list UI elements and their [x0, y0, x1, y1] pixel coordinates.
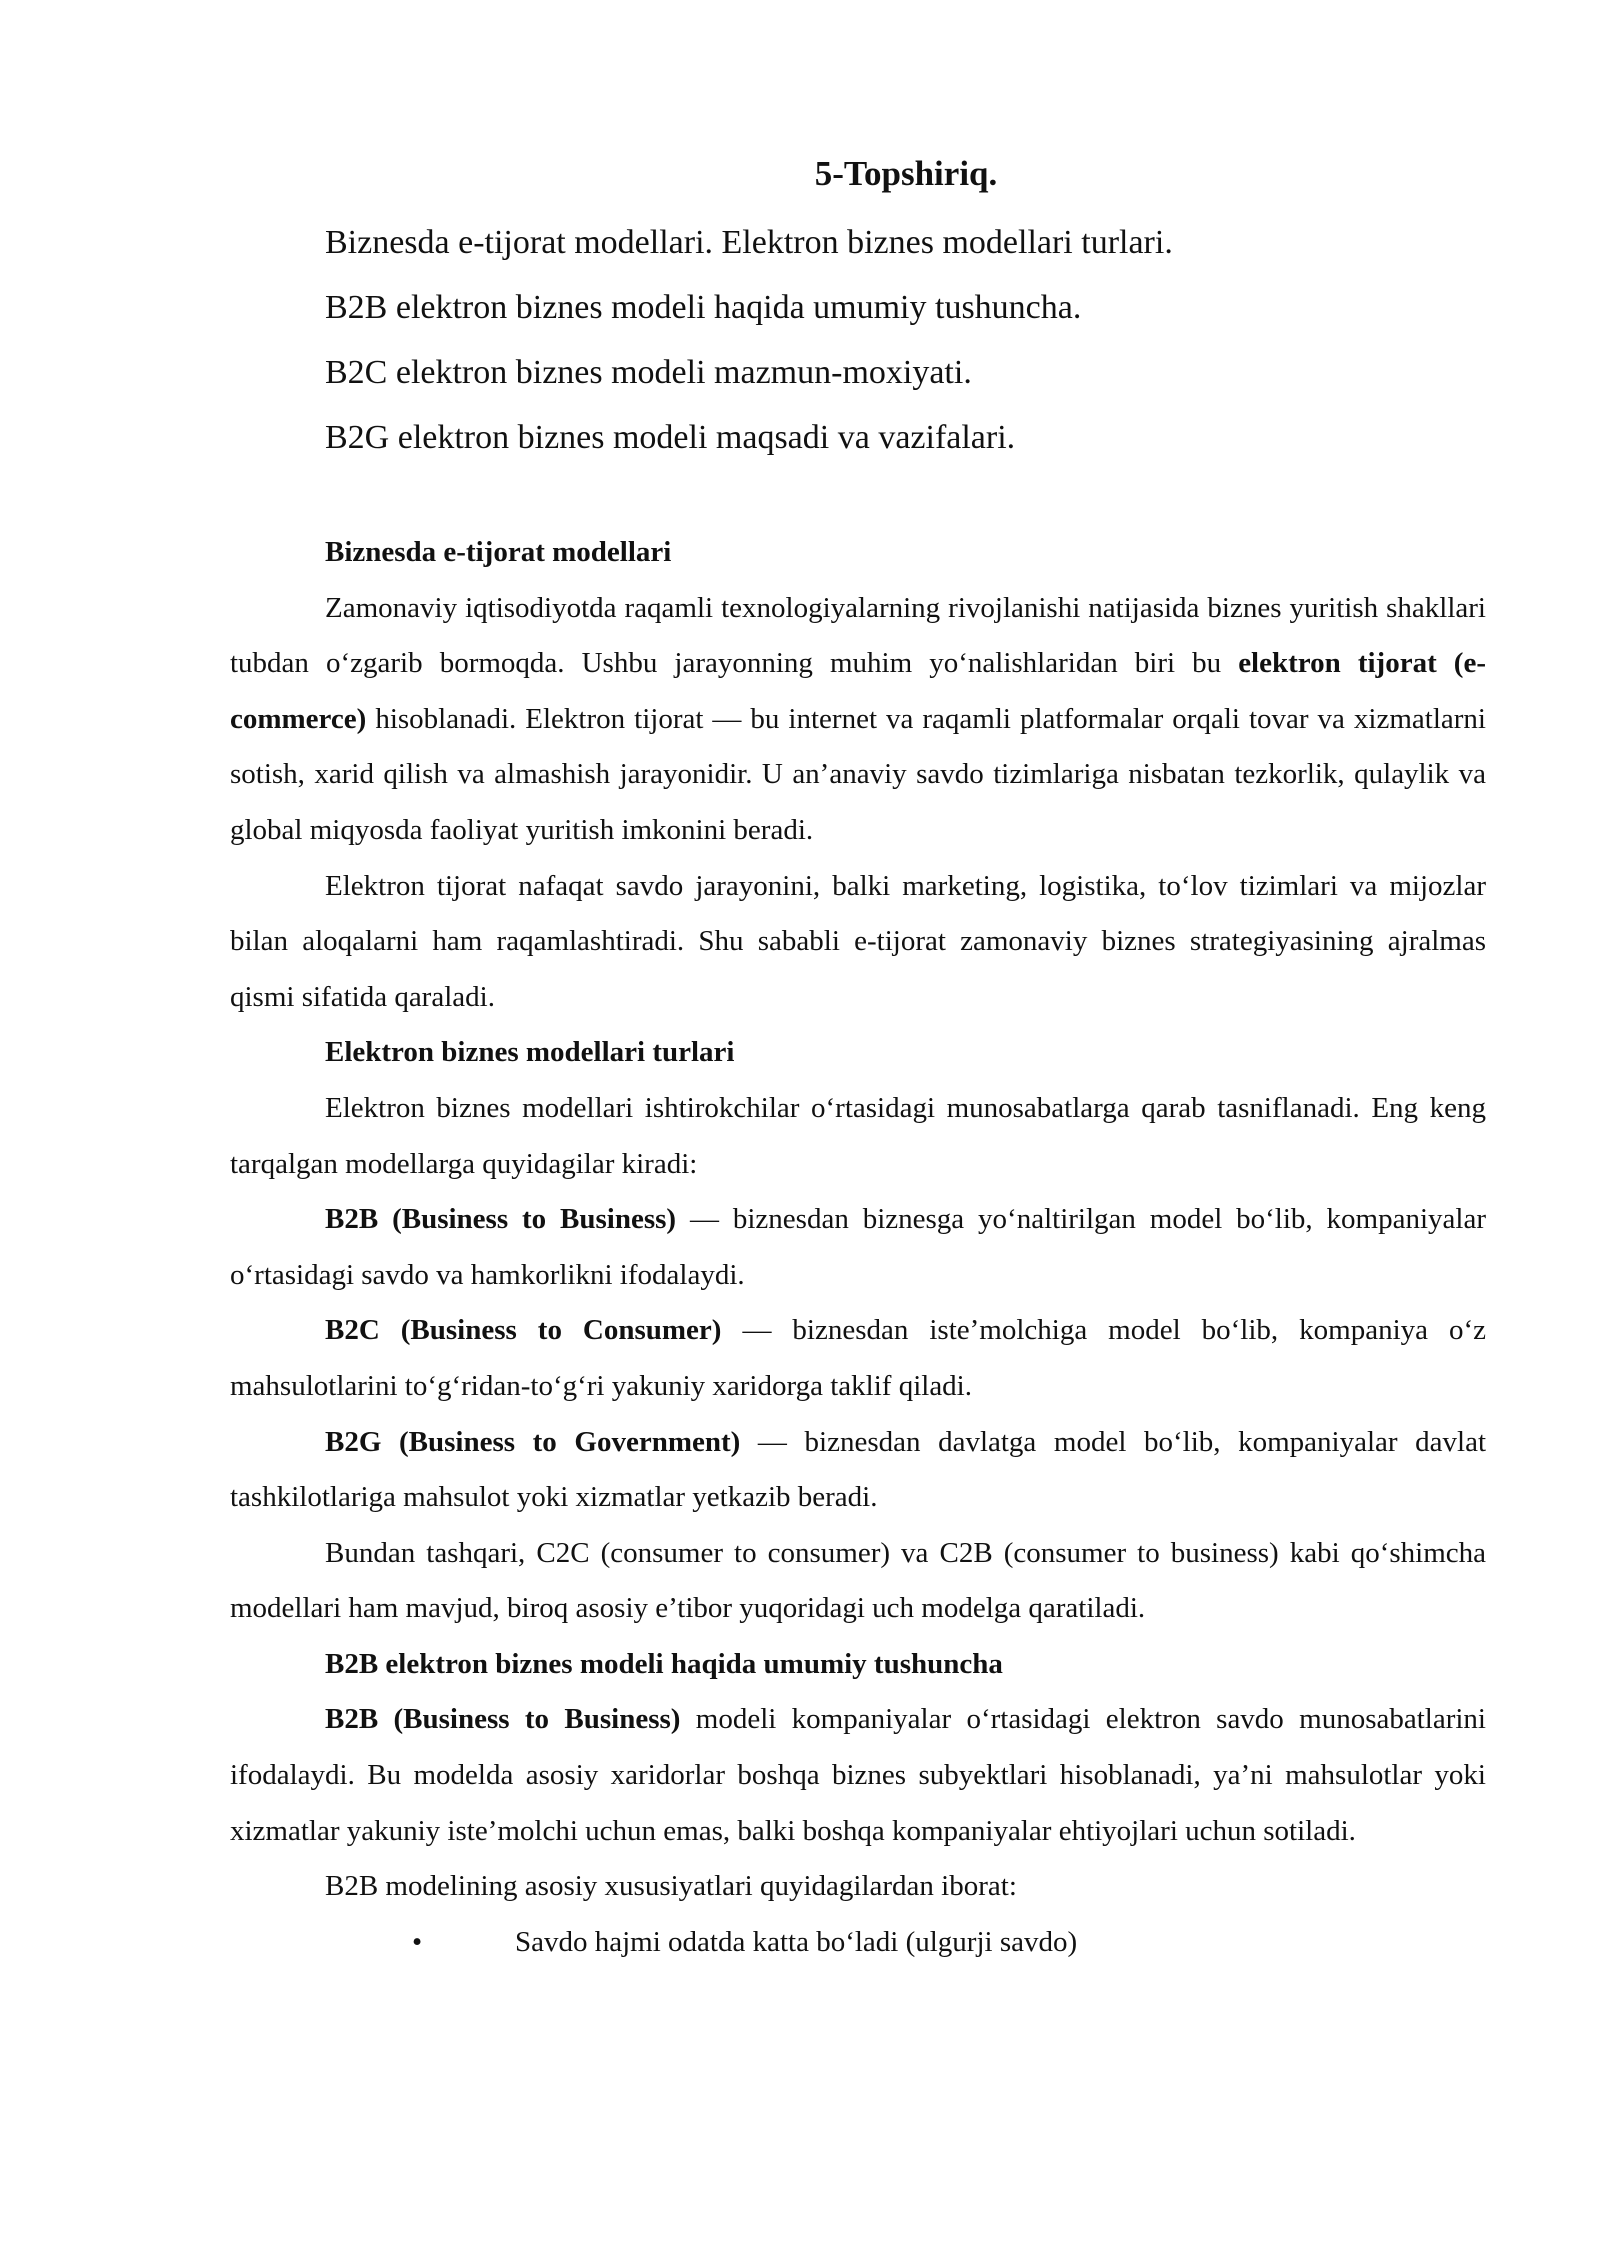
paragraph-text: — biznesdan davlatga model bo‘lib, kompaniyalar davlat tashkilotlariga mahsulot yoki xizmatlar yetkazib beradi. [230, 1425, 1487, 1514]
paragraph [230, 1692, 1486, 1859]
topic-line: B2C elektron biznes modeli mazmun-moxiyati. [325, 354, 972, 391]
topic-line: B2G elektron biznes modeli maqsadi va vazifalari. [325, 419, 1016, 456]
list-item-text: Savdo hajmi odatda katta bo‘ladi (ulgurji savdo) [515, 1925, 1078, 1958]
list-item [230, 1915, 1486, 1971]
paragraph-text: — biznesdan biznesga yo‘naltirilgan model bo‘lib, kompaniyalar o‘rtasidagi savdo va hamkorlikni ifodalaydi. [230, 1203, 1486, 1291]
topic-list [325, 210, 1525, 470]
topic-line: Biznesda e-tijorat modellari. Elektron biznes modellari turlari. [325, 224, 1173, 261]
paragraph-text: hisoblanadi. Elektron tijorat — bu internet va raqamli platformalar orqali tovar va xizmatlarni sotish, xarid qilish va almashish jarayonidir. U an’anaviy savdo tizimlariga nisbatan tezkorlik, qulaylik va global miqyosda faoliyat yuritish imkonini beradi. [230, 702, 1486, 846]
paragraph-text: Zamonaviy iqtisodiyotda raqamli texnologiyalarning rivojlanishi natijasida biznes yuritish shakllari tubdan o‘zgarib bormoqda. Ushbu jarayonning muhim yo‘nalishlaridan biri bu [230, 591, 1486, 680]
document-title: 5-Topshiriq. [814, 154, 998, 193]
paragraph: B2B modelining asosiy xususiyatlari quyidagilardan iborat: [325, 1870, 1017, 1903]
paragraph: Elektron biznes modellari ishtirokchilar o‘rtasidagi munosabatlarga qarab tasniflanadi. Eng keng tarqalgan modellarga quyidagilar kiradi: [230, 1091, 1486, 1180]
bullet-list [230, 1915, 1486, 1971]
section-heading: Biznesda e-tijorat modellari [325, 536, 672, 568]
document-body [230, 525, 1486, 1970]
paragraph [230, 1415, 1486, 1526]
paragraph [230, 1303, 1486, 1414]
section-heading: Elektron biznes modellari turlari [325, 1036, 735, 1069]
bold-term: B2C (Business to Consumer) [325, 1314, 722, 1347]
bold-term: B2G (Business to Government) [325, 1425, 741, 1458]
paragraph [230, 581, 1486, 859]
section-heading: B2B elektron biznes modeli haqida umumiy tushuncha [325, 1647, 1003, 1680]
bold-term: B2B (Business to Business) [325, 1203, 677, 1236]
paragraph: Elektron tijorat nafaqat savdo jarayonini, balki marketing, logistika, to‘lov tizimlari va mijozlar bilan aloqalarni ham raqamlashtiradi. Shu sababli e-tijorat zamonaviy biznes strategiyasining ajralmas qismi sifatida qaraladi. [230, 869, 1486, 1013]
bold-term: B2B (Business to Business) [325, 1703, 681, 1736]
topic-line: B2B elektron biznes modeli haqida umumiy tushuncha. [325, 289, 1082, 326]
bullet-icon: • [412, 1925, 423, 1958]
paragraph [230, 1192, 1486, 1303]
paragraph-text: modeli kompaniyalar o‘rtasidagi elektron savdo munosabatlarini ifodalaydi. Bu modelda asosiy xaridorlar boshqa biznes subyektlari hisoblanadi, ya’ni mahsulotlar yoki xizmatlar yakuniy iste’molchi uchun emas, balki boshqa kompaniyalar ehtiyojlari uchun sotiladi. [230, 1703, 1486, 1847]
paragraph-text: — biznesdan iste’molchiga model bo‘lib, kompaniya o‘z mahsulotlarini to‘g‘ridan-to‘g‘ri yakuniy xaridorga taklif qiladi. [230, 1314, 1486, 1402]
paragraph: Bundan tashqari, C2C (consumer to consumer) va C2B (consumer to business) kabi qo‘shimcha modellari ham mavjud, biroq asosiy e’tibor yuqoridagi uch modelga qaratiladi. [230, 1536, 1486, 1625]
bold-term: elektron tijorat (e-commerce) [230, 647, 1486, 735]
